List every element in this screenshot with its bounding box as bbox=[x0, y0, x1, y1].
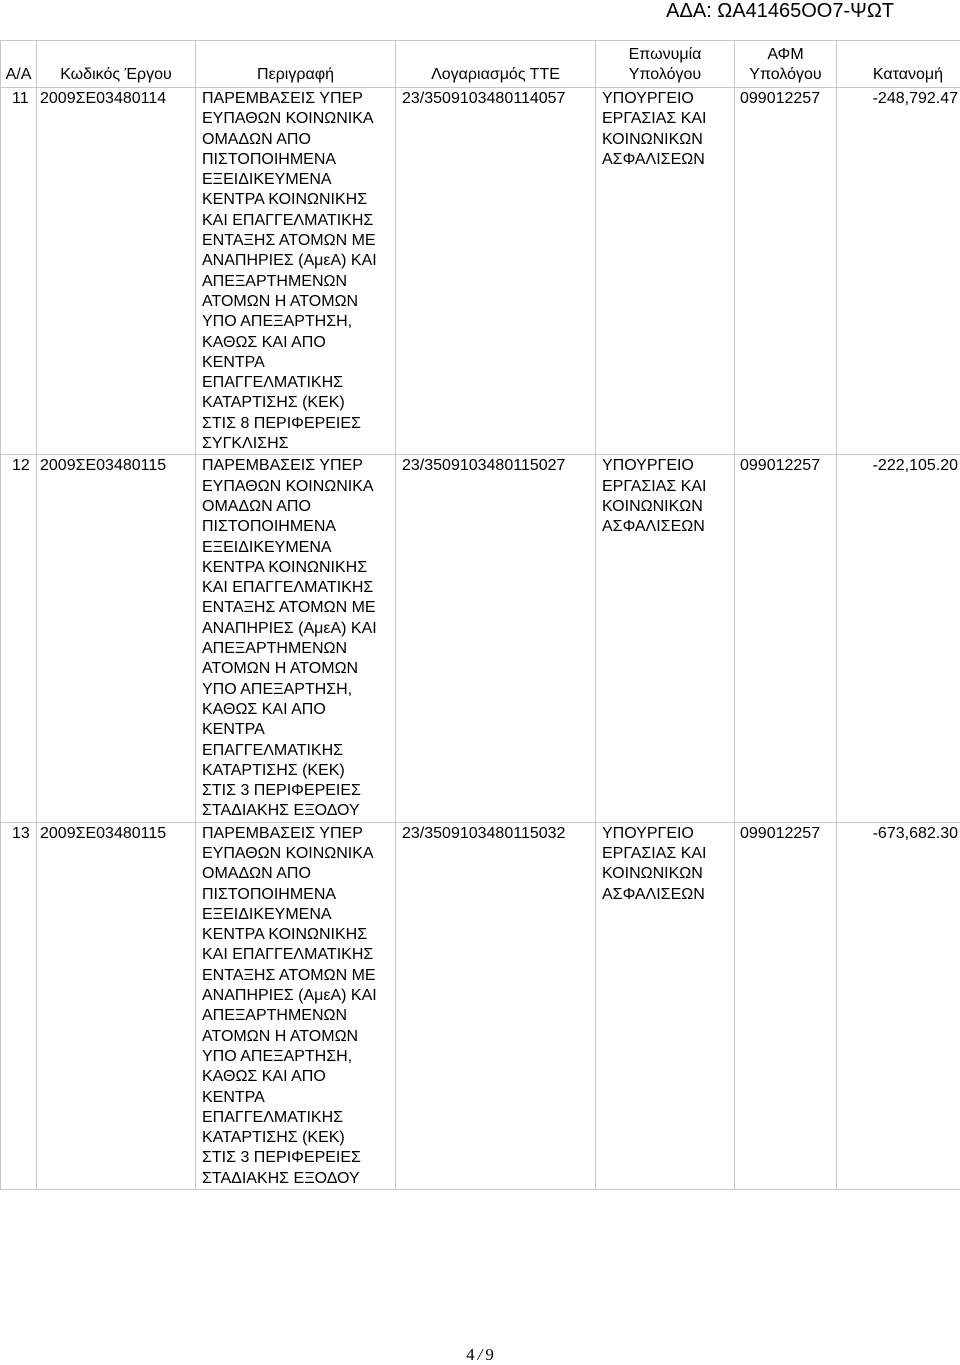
payee-name-line: ΕΡΓΑΣΙΑΣ ΚΑΙ bbox=[602, 109, 734, 129]
account-number: 23/3509103480114057 bbox=[396, 88, 596, 455]
page-separator: / bbox=[478, 1345, 483, 1364]
description-line: ΕΥΠΑΘΩΝ ΚΟΙΝΩΝΙΚΑ bbox=[202, 477, 395, 497]
col-header-code: Κωδικός Έργου bbox=[37, 41, 196, 88]
payee-afm: 099012257 bbox=[735, 455, 837, 822]
description-line: ΣΤΑΔΙΑΚΗΣ ΕΞΟΔΟΥ bbox=[202, 1169, 395, 1189]
col-header-name bbox=[596, 41, 735, 88]
description-line: ΠΙΣΤΟΠΟΙΗΜΕΝΑ bbox=[202, 885, 395, 905]
description-line: ΑΤΟΜΩΝ Η ΑΤΟΜΩΝ bbox=[202, 1027, 395, 1047]
description-line: ΚΑΤΑΡΤΙΣΗΣ (ΚΕΚ) bbox=[202, 393, 395, 413]
description-line: ΚΕΝΤΡΑ bbox=[202, 720, 395, 740]
description-line: ΑΠΕΞΑΡΤΗΜΕΝΩΝ bbox=[202, 272, 395, 292]
description-line: ΚΑΘΩΣ ΚΑΙ ΑΠΟ bbox=[202, 333, 395, 353]
allocation-table bbox=[0, 40, 960, 1190]
page-current: 4 bbox=[466, 1345, 475, 1364]
col-header-aa: Α/Α bbox=[1, 41, 37, 88]
payee-name bbox=[596, 455, 735, 822]
table-row bbox=[1, 88, 960, 455]
col-header-name-line2: Υπολόγου bbox=[596, 65, 734, 85]
description-line: ΠΑΡΕΜΒΑΣΕΙΣ ΥΠΕΡ bbox=[202, 824, 395, 844]
col-header-account: Λογαριασμός ΤΤΕ bbox=[396, 41, 596, 88]
description-line: ΕΥΠΑΘΩΝ ΚΟΙΝΩΝΙΚΑ bbox=[202, 844, 395, 864]
page-total: 9 bbox=[485, 1345, 494, 1364]
description-line: ΕΝΤΑΞΗΣ ΑΤΟΜΩΝ ΜΕ bbox=[202, 231, 395, 251]
payee-name-line: ΑΣΦΑΛΙΣΕΩΝ bbox=[602, 150, 734, 170]
description-line: ΚΕΝΤΡΑ bbox=[202, 353, 395, 373]
account-number: 23/3509103480115032 bbox=[396, 822, 596, 1189]
payee-name-line: ΑΣΦΑΛΙΣΕΩΝ bbox=[602, 517, 734, 537]
payee-name-line: ΕΡΓΑΣΙΑΣ ΚΑΙ bbox=[602, 477, 734, 497]
description-line: ΑΤΟΜΩΝ Η ΑΤΟΜΩΝ bbox=[202, 292, 395, 312]
payee-name-line: ΚΟΙΝΩΝΙΚΩΝ bbox=[602, 497, 734, 517]
description bbox=[196, 88, 396, 455]
col-header-afm-line2: Υπολόγου bbox=[735, 65, 836, 85]
description-line: ΕΠΑΓΓΕΛΜΑΤΙΚΗΣ bbox=[202, 373, 395, 393]
col-header-description: Περιγραφή bbox=[196, 41, 396, 88]
description-line: ΠΙΣΤΟΠΟΙΗΜΕΝΑ bbox=[202, 150, 395, 170]
payee-afm: 099012257 bbox=[735, 88, 837, 455]
page-number bbox=[0, 1345, 960, 1365]
description-line: ΚΕΝΤΡΑ bbox=[202, 1088, 395, 1108]
row-number: 11 bbox=[1, 88, 37, 455]
description-line: ΠΙΣΤΟΠΟΙΗΜΕΝΑ bbox=[202, 517, 395, 537]
description-line: ΚΑΙ ΕΠΑΓΓΕΛΜΑΤΙΚΗΣ bbox=[202, 578, 395, 598]
description-line: ΣΤΙΣ 3 ΠΕΡΙΦΕΡΕΙΕΣ bbox=[202, 1148, 395, 1168]
description-line: ΕΞΕΙΔΙΚΕΥΜΕΝΑ bbox=[202, 905, 395, 925]
table-body bbox=[1, 88, 960, 1190]
table-row bbox=[1, 822, 960, 1189]
description-line: ΕΠΑΓΓΕΛΜΑΤΙΚΗΣ bbox=[202, 741, 395, 761]
description-line: ΠΑΡΕΜΒΑΣΕΙΣ ΥΠΕΡ bbox=[202, 456, 395, 476]
project-code: 2009ΣΕ03480115 bbox=[37, 822, 196, 1189]
description-line: ΥΠΟ ΑΠΕΞΑΡΤΗΣΗ, bbox=[202, 680, 395, 700]
description-line: ΥΠΟ ΑΠΕΞΑΡΤΗΣΗ, bbox=[202, 312, 395, 332]
ada-code: ΑΔΑ: ΩΑ41465ΟΟ7-ΨΩΤ bbox=[666, 0, 894, 22]
description-line: ΚΕΝΤΡΑ ΚΟΙΝΩΝΙΚΗΣ bbox=[202, 558, 395, 578]
project-code: 2009ΣΕ03480115 bbox=[37, 455, 196, 822]
allocation-amount: -248,792.47 bbox=[837, 88, 960, 455]
description bbox=[196, 455, 396, 822]
description-line: ΣΤΙΣ 8 ΠΕΡΙΦΕΡΕΙΕΣ bbox=[202, 414, 395, 434]
description-line: ΑΠΕΞΑΡΤΗΜΕΝΩΝ bbox=[202, 639, 395, 659]
description-line: ΕΝΤΑΞΗΣ ΑΤΟΜΩΝ ΜΕ bbox=[202, 598, 395, 618]
description-line: ΑΠΕΞΑΡΤΗΜΕΝΩΝ bbox=[202, 1006, 395, 1026]
payee-name-line: ΚΟΙΝΩΝΙΚΩΝ bbox=[602, 130, 734, 150]
description-line: ΑΝΑΠΗΡΙΕΣ (ΑμεΑ) ΚΑΙ bbox=[202, 619, 395, 639]
payee-name bbox=[596, 88, 735, 455]
row-number: 13 bbox=[1, 822, 37, 1189]
description-line: ΣΥΓΚΛΙΣΗΣ bbox=[202, 434, 395, 454]
description-line: ΑΝΑΠΗΡΙΕΣ (ΑμεΑ) ΚΑΙ bbox=[202, 986, 395, 1006]
description-line: ΣΤΙΣ 3 ΠΕΡΙΦΕΡΕΙΕΣ bbox=[202, 781, 395, 801]
col-header-afm bbox=[735, 41, 837, 88]
description-line: ΚΑΙ ΕΠΑΓΓΕΛΜΑΤΙΚΗΣ bbox=[202, 945, 395, 965]
account-number: 23/3509103480115027 bbox=[396, 455, 596, 822]
description-line: ΟΜΑΔΩΝ ΑΠΟ bbox=[202, 130, 395, 150]
description-line: ΚΑΘΩΣ ΚΑΙ ΑΠΟ bbox=[202, 700, 395, 720]
project-code: 2009ΣΕ03480114 bbox=[37, 88, 196, 455]
payee-name-line: ΥΠΟΥΡΓΕΙΟ bbox=[602, 89, 734, 109]
description-line: ΕΥΠΑΘΩΝ ΚΟΙΝΩΝΙΚΑ bbox=[202, 109, 395, 129]
payee-name bbox=[596, 822, 735, 1189]
description-line: ΣΤΑΔΙΑΚΗΣ ΕΞΟΔΟΥ bbox=[202, 801, 395, 821]
payee-name-line: ΚΟΙΝΩΝΙΚΩΝ bbox=[602, 864, 734, 884]
description bbox=[196, 822, 396, 1189]
description-line: ΕΠΑΓΓΕΛΜΑΤΙΚΗΣ bbox=[202, 1108, 395, 1128]
col-header-afm-line1: ΑΦΜ bbox=[735, 45, 836, 65]
col-header-amount: Κατανομή bbox=[837, 41, 960, 88]
col-header-name-line1: Επωνυμία bbox=[596, 45, 734, 65]
description-line: ΕΝΤΑΞΗΣ ΑΤΟΜΩΝ ΜΕ bbox=[202, 966, 395, 986]
description-line: ΑΝΑΠΗΡΙΕΣ (ΑμεΑ) ΚΑΙ bbox=[202, 251, 395, 271]
payee-name-line: ΕΡΓΑΣΙΑΣ ΚΑΙ bbox=[602, 844, 734, 864]
description-line: ΕΞΕΙΔΙΚΕΥΜΕΝΑ bbox=[202, 170, 395, 190]
description-line: ΕΞΕΙΔΙΚΕΥΜΕΝΑ bbox=[202, 538, 395, 558]
allocation-amount: -222,105.20 bbox=[837, 455, 960, 822]
description-line: ΚΑΙ ΕΠΑΓΓΕΛΜΑΤΙΚΗΣ bbox=[202, 211, 395, 231]
table-row bbox=[1, 455, 960, 822]
row-number: 12 bbox=[1, 455, 37, 822]
description-line: ΚΑΘΩΣ ΚΑΙ ΑΠΟ bbox=[202, 1067, 395, 1087]
description-line: ΠΑΡΕΜΒΑΣΕΙΣ ΥΠΕΡ bbox=[202, 89, 395, 109]
header-row bbox=[1, 41, 960, 88]
payee-name-line: ΥΠΟΥΡΓΕΙΟ bbox=[602, 824, 734, 844]
description-line: ΥΠΟ ΑΠΕΞΑΡΤΗΣΗ, bbox=[202, 1047, 395, 1067]
description-line: ΟΜΑΔΩΝ ΑΠΟ bbox=[202, 864, 395, 884]
description-line: ΟΜΑΔΩΝ ΑΠΟ bbox=[202, 497, 395, 517]
description-line: ΚΕΝΤΡΑ ΚΟΙΝΩΝΙΚΗΣ bbox=[202, 190, 395, 210]
payee-name-line: ΑΣΦΑΛΙΣΕΩΝ bbox=[602, 885, 734, 905]
payee-name-line: ΥΠΟΥΡΓΕΙΟ bbox=[602, 456, 734, 476]
description-line: ΚΕΝΤΡΑ ΚΟΙΝΩΝΙΚΗΣ bbox=[202, 925, 395, 945]
description-line: ΚΑΤΑΡΤΙΣΗΣ (ΚΕΚ) bbox=[202, 761, 395, 781]
allocation-amount: -673,682.30 bbox=[837, 822, 960, 1189]
description-line: ΚΑΤΑΡΤΙΣΗΣ (ΚΕΚ) bbox=[202, 1128, 395, 1148]
payee-afm: 099012257 bbox=[735, 822, 837, 1189]
description-line: ΑΤΟΜΩΝ Η ΑΤΟΜΩΝ bbox=[202, 659, 395, 679]
